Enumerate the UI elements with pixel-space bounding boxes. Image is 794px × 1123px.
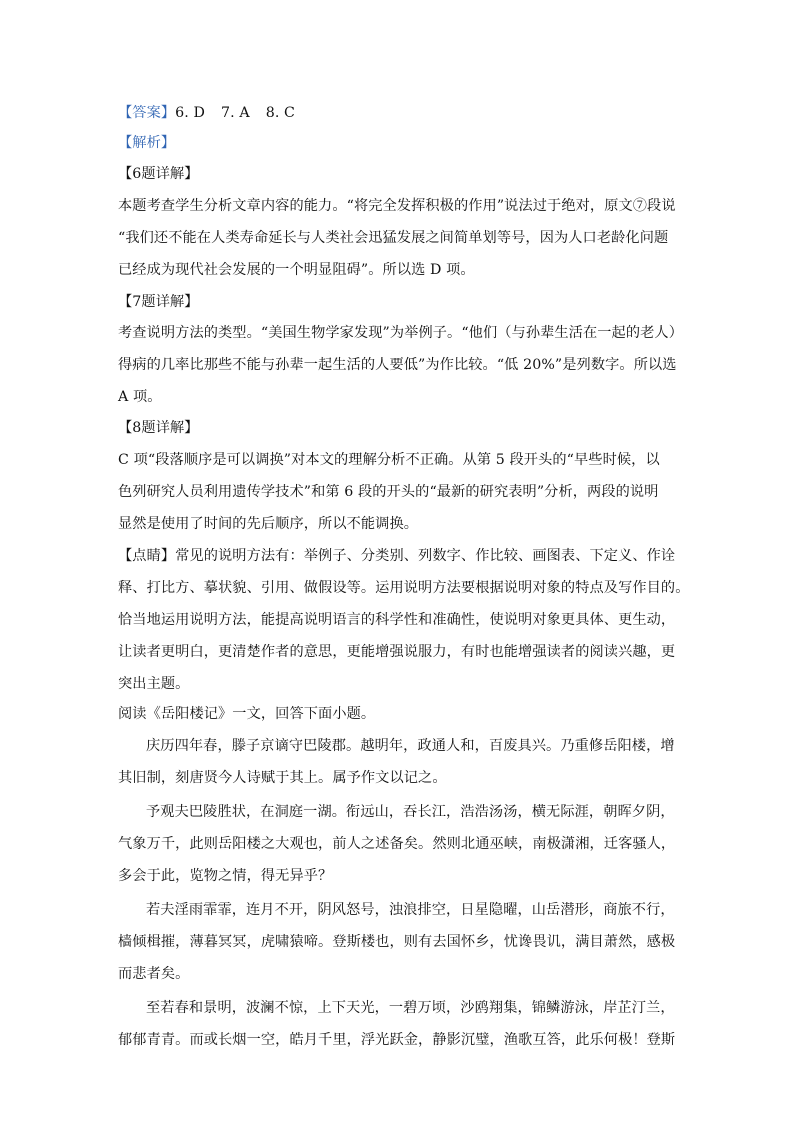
answer-8: 8. C xyxy=(265,105,295,121)
tip-line: 【点睛】常见的说明方法有：举例子、分类别、列数字、作比较、画图表、下定义、作诠 xyxy=(118,548,676,564)
tip-line: 让读者更明白，更清楚作者的意思，更能增强说服力，有时也能增强读者的阅读兴趣，更 xyxy=(118,644,676,660)
tip-line: 恰当地运用说明方法，能提高说明语言的科学性和准确性，使说明对象更具体、更生动， xyxy=(118,612,676,628)
passage-line: 若夫淫雨霏霏，连月不开，阴风怒号，浊浪排空，日星隐曜，山岳潜形，商旅不行， xyxy=(146,902,675,918)
q7-line: A 项。 xyxy=(118,389,162,405)
reading-prompt: 阅读《岳阳楼记》一文，回答下面小题。 xyxy=(118,706,376,722)
passage-line: 予观夫巴陵胜状，在洞庭一湖。衔远山，吞长江，浩浩汤汤，横无际涯，朝晖夕阴， xyxy=(146,804,675,820)
q6-line: 已经成为现代社会发展的一个明显阻碍”。所以选 D 项。 xyxy=(118,262,475,278)
passage-line: 庆历四年春，滕子京谪守巴陵郡。越明年，政通人和，百废具兴。乃重修岳阳楼，增 xyxy=(146,738,675,754)
answer-7: 7. A xyxy=(220,105,250,121)
q7-header: 【7题详解】 xyxy=(118,294,199,310)
q8-line: 显然是使用了时间的先后顺序，所以不能调换。 xyxy=(118,516,419,532)
passage-line: 樯倾楫摧，薄暮冥冥，虎啸猿啼。登斯楼也，则有去国怀乡，忧谗畏讥，满目萧然，感极 xyxy=(118,934,676,950)
q7-line: 考查说明方法的类型。“美国生物学家发现”为举例子。“他们（与孙辈生活在一起的老人） xyxy=(118,325,683,341)
q8-line: C 项“段落顺序是可以调换”对本文的理解分析不正确。从第 5 段开头的“早些时候，以 xyxy=(118,452,660,468)
answer-label: 【答案】 xyxy=(118,105,176,121)
q6-line: 本题考查学生分析文章内容的能力。“将完全发挥积极的作用”说法过于绝对，原文⑦段说 xyxy=(118,198,676,214)
tip-line: 突出主题。 xyxy=(118,676,190,692)
q6-line: “我们还不能在人类寿命延长与人类社会迅猛发展之间简单划等号，因为人口老龄化问题 xyxy=(118,230,669,246)
answer-line xyxy=(118,103,311,123)
q8-line: 色列研究人员利用遗传学技术”和第 6 段的开头的“最新的研究表明”分析，两段的说明 xyxy=(118,484,659,500)
answer-6: 6. D xyxy=(175,105,205,121)
q8-header: 【8题详解】 xyxy=(118,420,199,436)
q6-header: 【6题详解】 xyxy=(118,166,199,182)
passage-line: 其旧制，刻唐贤今人诗赋于其上。属予作文以记之。 xyxy=(118,770,447,786)
passage-line: 多会于此，览物之情，得无异乎？ xyxy=(118,868,333,884)
tip-line: 释、打比方、摹状貌、引用、做假设等。运用说明方法要根据说明对象的特点及写作目的。 xyxy=(118,580,690,596)
passage-line: 气象万千，此则岳阳楼之大观也，前人之述备矣。然则北通巫峡，南极潇湘，迁客骚人， xyxy=(118,836,676,852)
q7-line: 得病的几率比那些不能与孙辈一起生活的人要低”为作比较。“低 20%”是列数字。所以选 xyxy=(118,357,677,373)
passage-line: 至若春和景明，波澜不惊，上下天光，一碧万顷，沙鸥翔集，锦鳞游泳，岸芷汀兰， xyxy=(146,1000,675,1016)
passage-line: 郁郁青青。而或长烟一空，皓月千里，浮光跃金，静影沉璧，渔歌互答，此乐何极！登斯 xyxy=(118,1032,676,1048)
passage-line: 而悲者矣。 xyxy=(118,966,190,982)
analysis-label: 【解析】 xyxy=(118,135,176,151)
